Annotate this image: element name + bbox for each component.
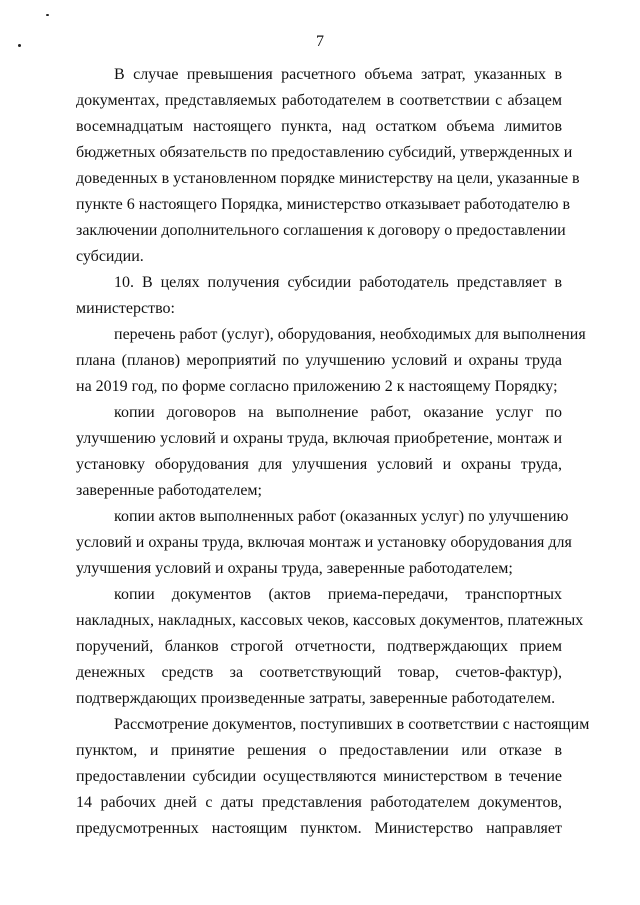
text-line: заверенные работодателем; bbox=[76, 482, 262, 499]
text-line: пунктом, и принятие решения о предоставлении или отказе в bbox=[76, 742, 562, 759]
paragraph-review bbox=[76, 712, 590, 842]
text-line: бюджетных обязательств по предоставлению субсидий, утвержденных и bbox=[76, 144, 573, 161]
text-line: улучшению условий и охраны труда, включая приобретение, монтаж и bbox=[76, 430, 562, 447]
paragraph-item-10 bbox=[76, 270, 562, 322]
text-line: копии договоров на выполнение работ, оказание услуг по bbox=[114, 404, 562, 421]
text-line: Рассмотрение документов, поступивших в соответствии с настоящим bbox=[114, 716, 590, 733]
text-line: копии документов (актов приема-передачи, транспортных bbox=[114, 586, 562, 603]
text-line: плана (планов) мероприятий по улучшению условий и охраны труда bbox=[76, 352, 562, 369]
text-line: заключении дополнительного соглашения к договору о предоставлении bbox=[76, 222, 566, 239]
text-line: восемнадцатым настоящего пункта, над остатком объема лимитов bbox=[76, 118, 562, 135]
text-line: на 2019 год, по форме согласно приложению 2 к настоящему Порядку; bbox=[76, 378, 558, 395]
text-line: документах, представляемых работодателем в соответствии с абзацем bbox=[76, 92, 562, 109]
text-line: перечень работ (услуг), оборудования, необходимых для выполнения bbox=[114, 326, 586, 343]
text-line: пункте 6 настоящего Порядка, министерство отказывает работодателю в bbox=[76, 196, 570, 213]
text-line: улучшения условий и охраны труда, заверенные работодателем; bbox=[76, 560, 513, 577]
scan-speck bbox=[46, 14, 49, 16]
text-line: 10. В целях получения субсидии работодатель представляет в bbox=[114, 274, 562, 291]
paragraph-document-copies bbox=[76, 582, 584, 712]
paragraph-budget-excess bbox=[76, 62, 580, 270]
text-line: копии актов выполненных работ (оказанных услуг) по улучшению bbox=[114, 508, 569, 525]
text-line: денежных средств за соответствующий товар, счетов-фактур), bbox=[76, 664, 562, 681]
text-line: 14 рабочих дней с даты представления работодателем документов, bbox=[76, 794, 562, 811]
text-line: субсидии. bbox=[76, 248, 144, 265]
document-body bbox=[76, 62, 590, 842]
text-line: поручений, бланков строгой отчетности, подтверждающих прием bbox=[76, 638, 562, 655]
paragraph-contract-copies bbox=[76, 400, 562, 504]
text-line: доведенных в установленном порядке министерству на цели, указанные в bbox=[76, 170, 580, 187]
text-line: накладных, накладных, кассовых чеков, кассовых документов, платежных bbox=[76, 612, 584, 629]
text-line: министерство: bbox=[76, 300, 175, 317]
text-line: предоставлении субсидии осуществляются министерством в течение bbox=[76, 768, 562, 785]
paragraph-works-list bbox=[76, 322, 586, 400]
page-number: 7 bbox=[316, 33, 324, 50]
text-line: установку оборудования для улучшения условий и охраны труда, bbox=[76, 456, 562, 473]
text-line: подтверждающих произведенные затраты, заверенные работодателем. bbox=[76, 690, 556, 707]
text-line: В случае превышения расчетного объема затрат, указанных в bbox=[114, 66, 562, 83]
text-line: предусмотренных настоящим пунктом. Министерство направляет bbox=[76, 820, 562, 837]
paragraph-acts-copies bbox=[76, 504, 572, 582]
text-line: условий и охраны труда, включая монтаж и установку оборудования для bbox=[76, 534, 572, 551]
